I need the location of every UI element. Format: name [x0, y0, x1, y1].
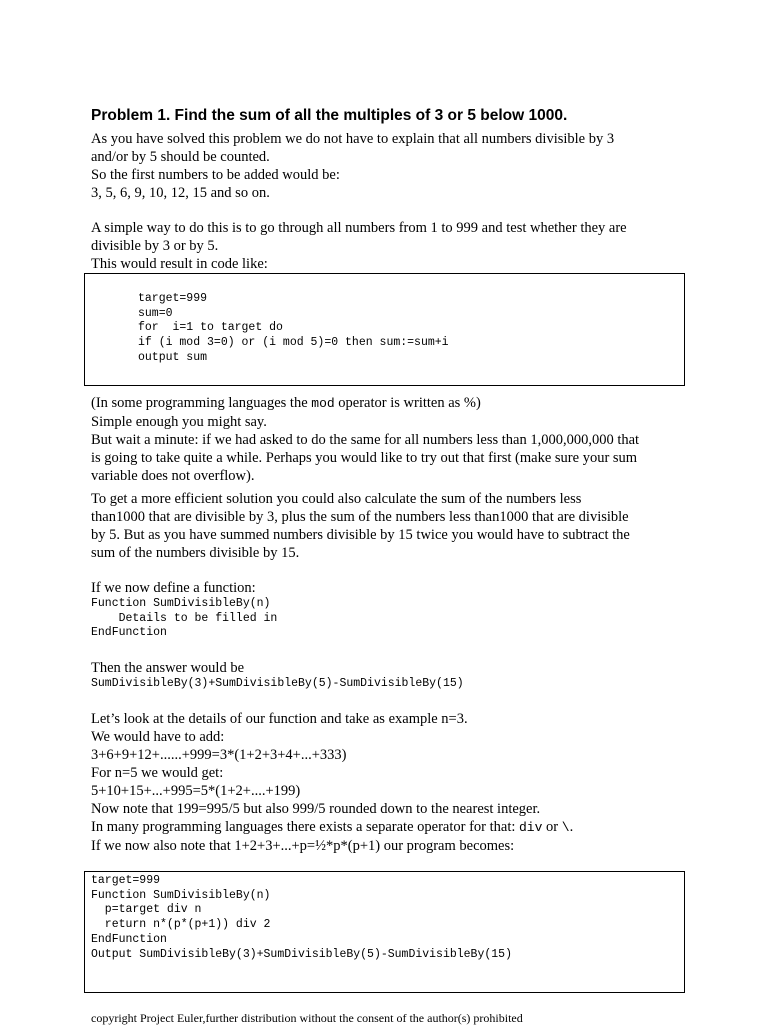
code-line: if (i mod 3=0) or (i mod 5)=0 then sum:=sum+i [138, 336, 449, 350]
details-line: We would have to add: [91, 729, 225, 745]
intro-paragraph [91, 130, 614, 202]
simple-line: A simple way to do this is to go through all numbers from 1 to 999 and test whether they are [91, 220, 627, 236]
mod-code: mod [311, 396, 335, 411]
problem-title: Problem 1. Find the sum of all the multiples of 3 or 5 below 1000. [91, 107, 568, 124]
details-line: Now note that 199=995/5 but also 999/5 rounded down to the nearest integer. [91, 801, 541, 817]
code-line: p=target div n [91, 903, 202, 917]
mod-note-before: (In some programming languages the [91, 395, 312, 411]
code-line: sum=0 [138, 306, 173, 320]
simple-line: This would result in code like: [91, 256, 268, 272]
code-line: Function SumDivisibleBy(n) [91, 597, 271, 610]
code-line: target=999 [91, 874, 161, 887]
after-mod-line: But wait a minute: if we had asked to do the same for all numbers less than 1,000,000,000 that [91, 432, 640, 448]
code-line: Function SumDivisibleBy(n) [91, 888, 271, 902]
answer-code: SumDivisibleBy(3)+SumDivisibleBy(5)-SumDivisibleBy(15) [91, 677, 464, 690]
mod-note [91, 394, 639, 413]
efficient-line: sum of the numbers divisible by 15. [91, 545, 300, 561]
brute-force-code-box [84, 273, 685, 386]
efficient-line: To get a more efficient solution you could also calculate the sum of the numbers less [91, 491, 582, 507]
div-line-middle: or [542, 819, 562, 835]
code-line: Output SumDivisibleBy(3)+SumDivisibleBy(5)-SumDivisibleBy(15) [91, 947, 512, 961]
after-mod-line: is going to take quite a while. Perhaps you would like to try out that first (make sure your sum [91, 450, 638, 466]
intro-line: So the first numbers to be added would be: [91, 167, 340, 183]
efficient-code [91, 874, 512, 962]
code-line: output sum [138, 350, 208, 364]
copyright-footer: copyright Project Euler,further distribution without the consent of the author(s) prohibited [91, 1011, 523, 1025]
intro-line: As you have solved this problem we do not have to explain that all numbers divisible by 3 [91, 131, 615, 147]
details-line: 3+6+9+12+......+999=3*(1+2+3+4+...+333) [91, 747, 347, 763]
becomes-line: If we now also note that 1+2+3+...+p=½*p*(p+1) our program becomes: [91, 838, 515, 854]
code-line: return n*(p*(p+1)) div 2 [91, 918, 271, 932]
define-intro: If we now define a function: [91, 580, 256, 596]
details-line: 5+10+15+...+995=5*(1+2+....+199) [91, 783, 301, 799]
code-line: EndFunction [91, 932, 167, 946]
mod-note-after: operator is written as %) [334, 395, 481, 411]
after-mod-line: variable does not overflow). [91, 468, 255, 484]
details-line: Let’s look at the details of our function and take as example n=3. [91, 711, 468, 727]
intro-line: and/or by 5 should be counted. [91, 149, 270, 165]
brute-force-code [138, 292, 449, 366]
efficient-line: by 5. But as you have summed numbers divisible by 15 twice you would have to subtract the [91, 527, 630, 543]
div-operator-line [91, 818, 573, 837]
details-line: For n=5 we would get: [91, 765, 224, 781]
simple-approach-paragraph [91, 219, 627, 273]
after-mod-line: Simple enough you might say. [91, 414, 267, 430]
mod-paragraph [91, 394, 639, 485]
code-line: for i=1 to target do [138, 321, 283, 335]
code-line: Details to be filled in [91, 611, 278, 625]
code-line: target=999 [138, 292, 208, 305]
efficient-line: than1000 that are divisible by 3, plus the sum of the numbers less than1000 that are divisible [91, 509, 629, 525]
details-paragraph [91, 710, 573, 855]
efficient-paragraph [91, 490, 630, 562]
answer-intro: Then the answer would be [91, 660, 245, 676]
intro-line: 3, 5, 6, 9, 10, 12, 15 and so on. [91, 185, 270, 201]
div-line-before: In many programming languages there exists a separate operator for that: [91, 819, 519, 835]
div-line-after: . [569, 819, 574, 835]
simple-line: divisible by 3 or by 5. [91, 238, 219, 254]
code-line: EndFunction [91, 626, 167, 640]
function-stub-code [91, 597, 277, 641]
div-code: div [519, 820, 543, 835]
backslash-code: \ [561, 820, 570, 835]
efficient-code-box [84, 871, 685, 993]
